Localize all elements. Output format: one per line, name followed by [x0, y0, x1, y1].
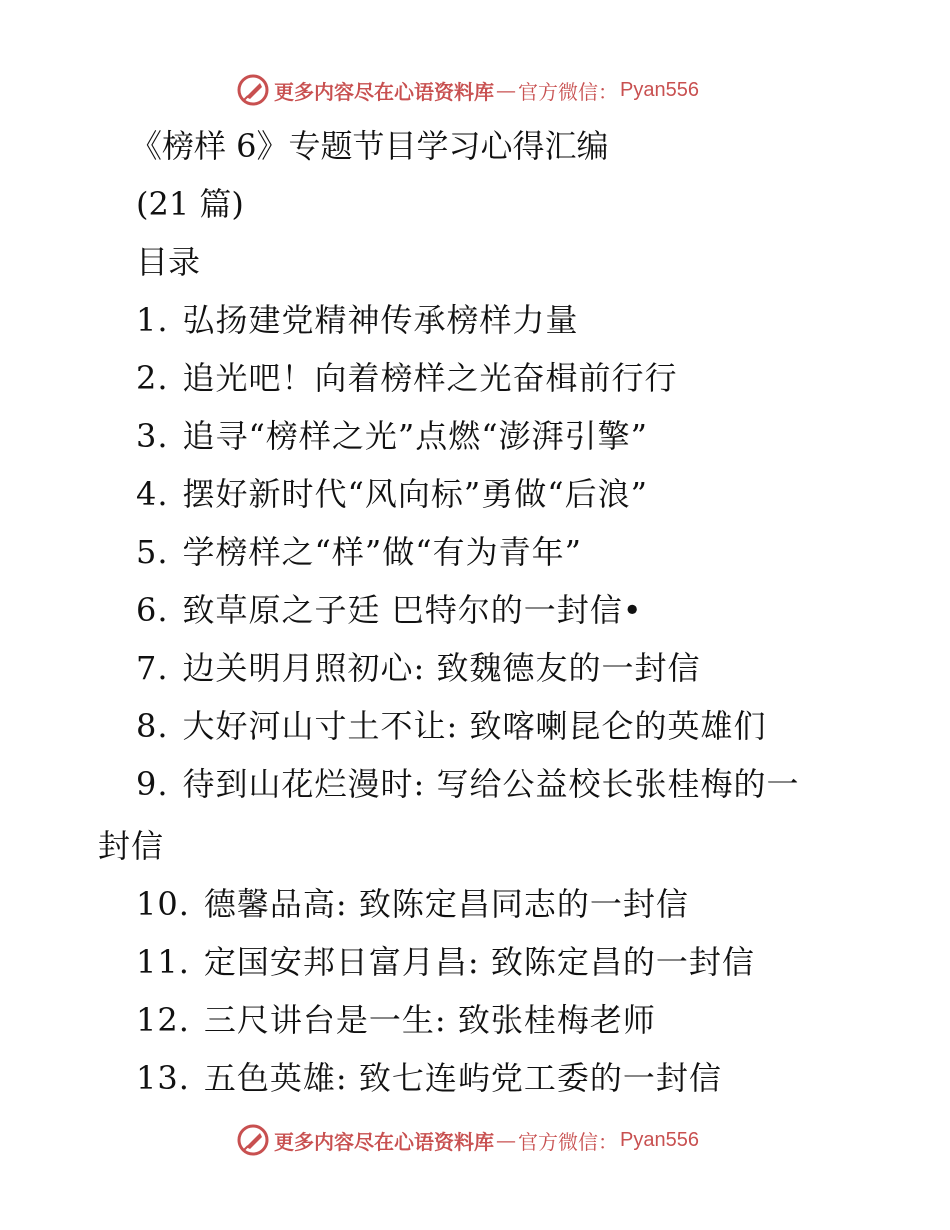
toc-item-text: 待到山花烂漫时: 写给公益校长张桂梅的一 [182, 765, 800, 803]
toc-item [136, 1058, 722, 1098]
toc-item-number: 12. [136, 1001, 190, 1039]
toc-item [136, 942, 755, 982]
document-title: 《榜样 6》专题节目学习心得汇编 [130, 127, 609, 165]
watermark-dash: — [496, 1128, 516, 1152]
toc-item [136, 590, 643, 630]
toc-item-number: 5. [136, 533, 169, 571]
footer-watermark [236, 1120, 699, 1160]
watermark-brand: 更多内容尽在心语资料库 [274, 1129, 494, 1154]
toc-item-number: 3. [136, 417, 169, 455]
toc-item-number: 8. [136, 707, 169, 745]
toc-item-number: 10. [136, 885, 190, 923]
toc-item-text: 德馨品高: 致陈定昌同志的一封信 [203, 885, 689, 923]
quill-logo-icon [236, 1123, 270, 1157]
toc-item-text: 大好河山寸土不让: 致喀喇昆仑的英雄们 [182, 707, 767, 745]
toc-item-number: 4. [136, 475, 169, 513]
toc-item-number: 9. [136, 765, 169, 803]
toc-item [136, 706, 767, 746]
toc-item-text: 学榜样之“样”做“有为青年” [182, 533, 582, 571]
header-watermark [236, 70, 699, 110]
toc-item-number: 7. [136, 649, 169, 687]
toc-item-text: 定国安邦日富月昌: 致陈定昌的一封信 [203, 943, 755, 981]
watermark-dash: — [496, 78, 516, 102]
watermark-official-label: 官方微信： [518, 1129, 618, 1154]
watermark-official-label: 官方微信： [518, 79, 618, 104]
toc-item [136, 474, 648, 514]
toc-item-text: 三尺讲台是一生: 致张桂梅老师 [203, 1001, 656, 1039]
document-count: (21 篇) [136, 185, 244, 223]
toc-item-text: 致草原之子廷 巴特尔的一封信• [182, 591, 643, 629]
toc-item-text: 追寻“榜样之光”点燃“澎湃引擎” [182, 417, 648, 455]
toc-item [136, 358, 678, 398]
toc-item-text: 弘扬建党精神传承榜样力量 [182, 301, 579, 339]
toc-item-number: 1. [136, 301, 169, 339]
toc-item [136, 416, 648, 456]
toc-item [136, 648, 701, 688]
toc-item-number: 6. [136, 591, 169, 629]
toc-item-number: 11. [136, 943, 190, 981]
watermark-wechat-id: Pyan556 [620, 1128, 699, 1151]
toc-item [136, 764, 800, 804]
toc-item [136, 1000, 656, 1040]
toc-item-number: 2. [136, 359, 169, 397]
quill-logo-icon [236, 73, 270, 107]
toc-item-continuation: 封信 [98, 827, 165, 865]
toc-item [136, 884, 689, 924]
toc-item-text: 五色英雄: 致七连屿党工委的一封信 [203, 1059, 722, 1097]
toc-item [136, 300, 579, 340]
toc-item-number: 13. [136, 1059, 190, 1097]
watermark-wechat-id: Pyan556 [620, 78, 699, 101]
toc-heading: 目录 [136, 243, 201, 281]
toc-item-text: 摆好新时代“风向标”勇做“后浪” [182, 475, 648, 513]
toc-item-text: 边关明月照初心: 致魏德友的一封信 [182, 649, 701, 687]
toc-item [136, 532, 582, 572]
toc-item-text: 追光吧！向着榜样之光奋楫前行行 [182, 359, 678, 397]
watermark-brand: 更多内容尽在心语资料库 [274, 79, 494, 104]
